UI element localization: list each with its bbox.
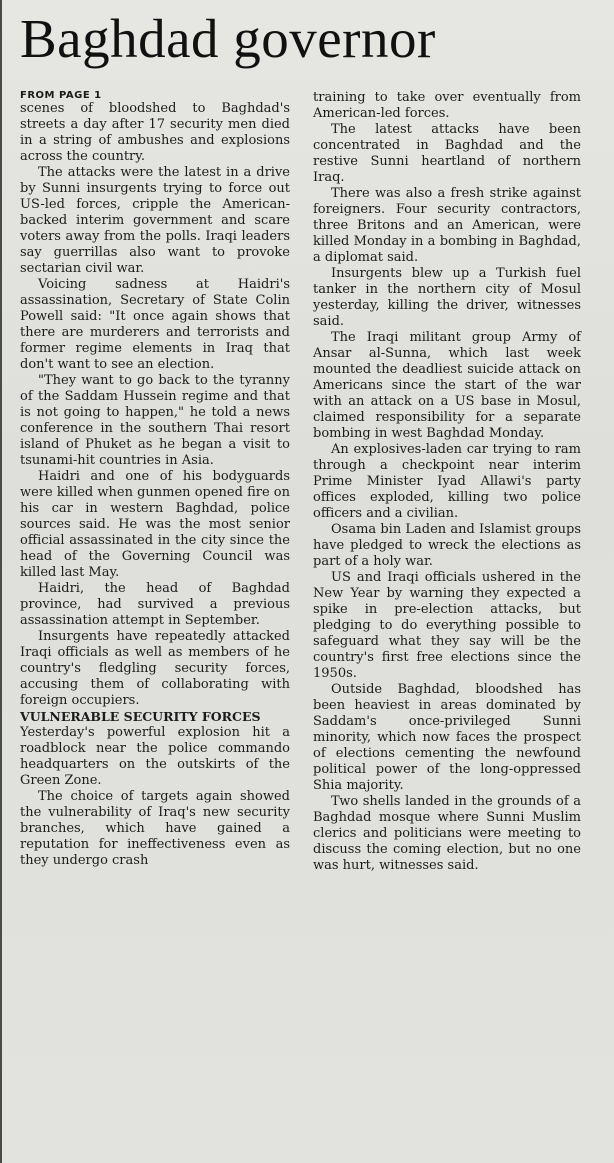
headline: Baghdad governor [20,8,436,69]
paragraph: An explosives-laden car trying to ram through a checkpoint near interim Prime Minister Iyad Allawi's party offices exploded, killing two police officers and a civilian. [313,442,581,521]
section-subhead: VULNERABLE SECURITY FORCES [20,709,261,724]
paragraph: Two shells landed in the grounds of a Baghdad mosque where Sunni Muslim clerics and politicians were meeting to discuss the coming election, but no one was hurt, witnesses said. [313,794,581,873]
paragraph: There was also a fresh strike against foreigners. Four security contractors, three Britons and an American, were killed Monday in a bombing in Baghdad, a diplomat said. [313,186,581,265]
paragraph: The attacks were the latest in a drive by Sunni insurgents trying to force out US-led forces, cripple the American-backed interim government and scare voters away from the polls. Iraqi leaders say guerrillas also want to provoke sectarian civil war. [20,165,290,276]
paragraph: Osama bin Laden and Islamist groups have pledged to wreck the elections as part of a holy war. [313,522,581,569]
paragraph: US and Iraqi officials ushered in the New Year by warning they expected a spike in pre-election attacks, but pledging to do everything possible to safeguard what they say will be the country's first free elections since the 1950s. [313,570,581,681]
article-column-left [20,90,290,869]
paragraph: Yesterday's powerful explosion hit a roadblock near the police commando headquarters on the outskirts of the Green Zone. [20,725,290,788]
paragraph: Insurgents blew up a Turkish fuel tanker in the northern city of Mosul yesterday, killing the driver, witnesses said. [313,266,581,329]
dateline: FROM PAGE 1 [20,90,102,101]
paragraph: Voicing sadness at Haidri's assassination, Secretary of State Colin Powell said: "It once again shows that there are murderers and terrorists and former regime elements in Iraq that don't want to see an election. [20,277,290,372]
paragraph: Haidri and one of his bodyguards were killed when gunmen opened fire on his car in western Baghdad, police sources said. He was the most senior official assassinated in the city since the head of the Governing Council was killed last May. [20,469,290,580]
paragraph: The Iraqi militant group Army of Ansar al-Sunna, which last week mounted the deadliest suicide attack on Americans since the start of the war with an attack on a US base in Mosul, claimed responsibility for a separate bombing in west Baghdad Monday. [313,330,581,441]
paragraph: The choice of targets again showed the vulnerability of Iraq's new security branches, which have gained a reputation for ineffectiveness even as they undergo crash [20,789,290,868]
paragraph: Insurgents have repeatedly attacked Iraqi officials as well as members of he country's fledgling security forces, accusing them of collaborating with foreign occupiers. [20,629,290,708]
paragraph: "They want to go back to the tyranny of the Saddam Hussein regime and that is not going to happen," he told a news conference in the southern Thai resort island of Phuket as he began a visit to tsunami-hit countries in Asia. [20,373,290,468]
paragraph: Haidri, the head of Baghdad province, had survived a previous assassination attempt in September. [20,581,290,628]
paragraph: Outside Baghdad, bloodshed has been heaviest in areas dominated by Saddam's once-privileged Sunni minority, which now faces the prospect of elections cementing the newfound political power of the long-oppressed Shia majority. [313,682,581,793]
paragraph: training to take over eventually from American-led forces. [313,90,581,121]
paragraph: scenes of bloodshed to Baghdad's streets a day after 17 security men died in a string of ambushes and explosions across the country. [20,101,290,164]
article-column-right [313,90,581,874]
paragraph: The latest attacks have been concentrated in Baghdad and the restive Sunni heartland of northern Iraq. [313,122,581,185]
